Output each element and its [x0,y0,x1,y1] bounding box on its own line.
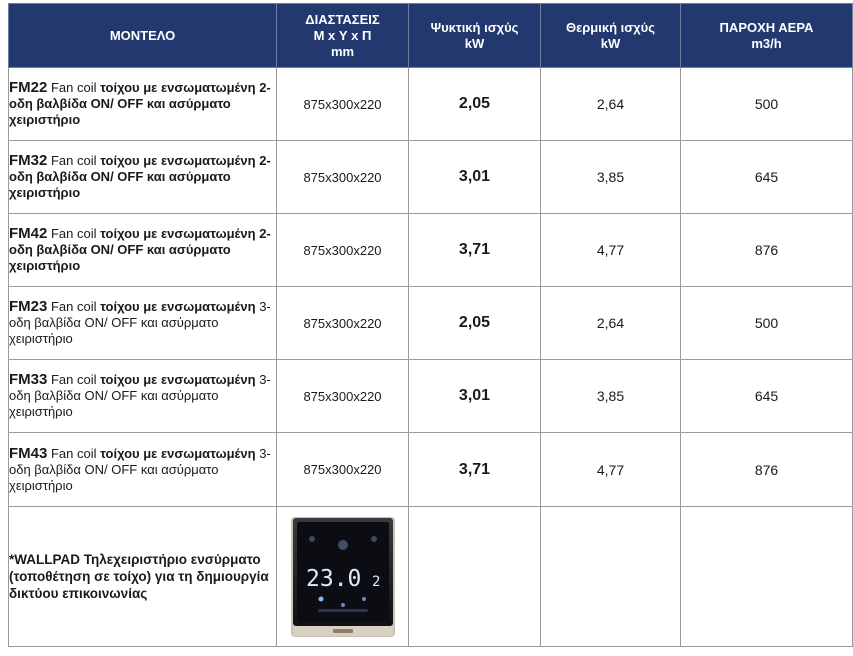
airflow-cell: 645 [681,360,853,433]
airflow-cell: 500 [681,68,853,141]
model-cell: FM43 Fan coil τοίχου με ενσωματωμένη 3-οδη βαλβίδα ON/ OFF και ασύρματο χειριστήριο [9,433,277,507]
header-heating: Θερμική ισχύς kW [541,4,681,68]
model-cell: FM32 Fan coil τοίχου με ενσωματωμένη 2-οδη βαλβίδα ON/ OFF και ασύρματο χειριστήριο [9,141,277,214]
airflow-cell: 876 [681,214,853,287]
table-row [9,214,853,287]
cooling-cell: 3,01 [409,360,541,433]
heating-cell: 4,77 [541,214,681,287]
header-model: ΜΟΝΤΕΛΟ [9,4,277,68]
table-row [9,433,853,507]
header-row [9,4,853,68]
header-airflow: ΠΑΡΟΧΗ ΑΕΡΑ m3/h [681,4,853,68]
wallpad-description: *WALLPAD Τηλεχειριστήριο ενσύρματο (τοποθέτηση σε τοίχο) για τη δημιουργία δικτύου επικοινωνίας [9,507,277,647]
heating-cell: 3,85 [541,360,681,433]
model-code: FM32 [9,152,48,169]
cooling-cell: 3,01 [409,141,541,214]
empty-cell [409,507,541,647]
airflow-cell: 876 [681,433,853,507]
heating-cell: 4,77 [541,433,681,507]
wallpad-display-digit: 2 [371,573,380,590]
model-cell: FM23 Fan coil τοίχου με ενσωματωμένη 3-οδη βαλβίδα ON/ OFF και ασύρματο χειριστήριο [9,287,277,360]
empty-cell [541,507,681,647]
cooling-cell: 2,05 [409,287,541,360]
dimensions-cell: 875x300x220 [277,287,409,360]
model-cell: FM22 Fan coil τοίχου με ενσωματωμένη 2-οδη βαλβίδα ON/ OFF και ασύρματο χειριστήριο [9,68,277,141]
dimensions-cell: 875x300x220 [277,360,409,433]
heating-cell: 2,64 [541,68,681,141]
model-code: FM23 [9,298,48,315]
dimensions-cell: 875x300x220 [277,214,409,287]
heating-cell: 2,64 [541,287,681,360]
model-code: FM22 [9,79,48,96]
empty-cell [681,507,853,647]
wallpad-row [9,507,853,647]
wallpad-display-temp: 23.0 [305,565,361,592]
table-row [9,287,853,360]
airflow-cell: 645 [681,141,853,214]
model-code: FM43 [9,444,48,462]
wallpad-image-cell [277,507,409,647]
header-dimensions: ΔΙΑΣΤΑΣΕΙΣ Μ x Υ x Π mm [277,4,409,68]
airflow-cell: 500 [681,287,853,360]
heating-cell: 3,85 [541,141,681,214]
model-cell: FM42 Fan coil τοίχου με ενσωματωμένη 2-οδη βαλβίδα ON/ OFF και ασύρματο χειριστήριο [9,214,277,287]
dimensions-cell: 875x300x220 [277,141,409,214]
cooling-cell: 2,05 [409,68,541,141]
table-row [9,141,853,214]
cooling-cell: 3,71 [409,214,541,287]
model-code: FM42 [9,225,48,242]
model-code: FM33 [9,371,48,388]
spec-table [8,3,853,647]
table-row [9,360,853,433]
model-cell: FM33 Fan coil τοίχου με ενσωματωμένη 3-οδη βαλβίδα ON/ OFF και ασύρματο χειριστήριο [9,360,277,433]
dimensions-cell: 875x300x220 [277,433,409,507]
wallpad-thermostat-image [288,515,398,639]
cooling-cell: 3,71 [409,433,541,507]
dimensions-cell: 875x300x220 [277,68,409,141]
header-cooling: Ψυκτική ισχύς kW [409,4,541,68]
table-row [9,68,853,141]
